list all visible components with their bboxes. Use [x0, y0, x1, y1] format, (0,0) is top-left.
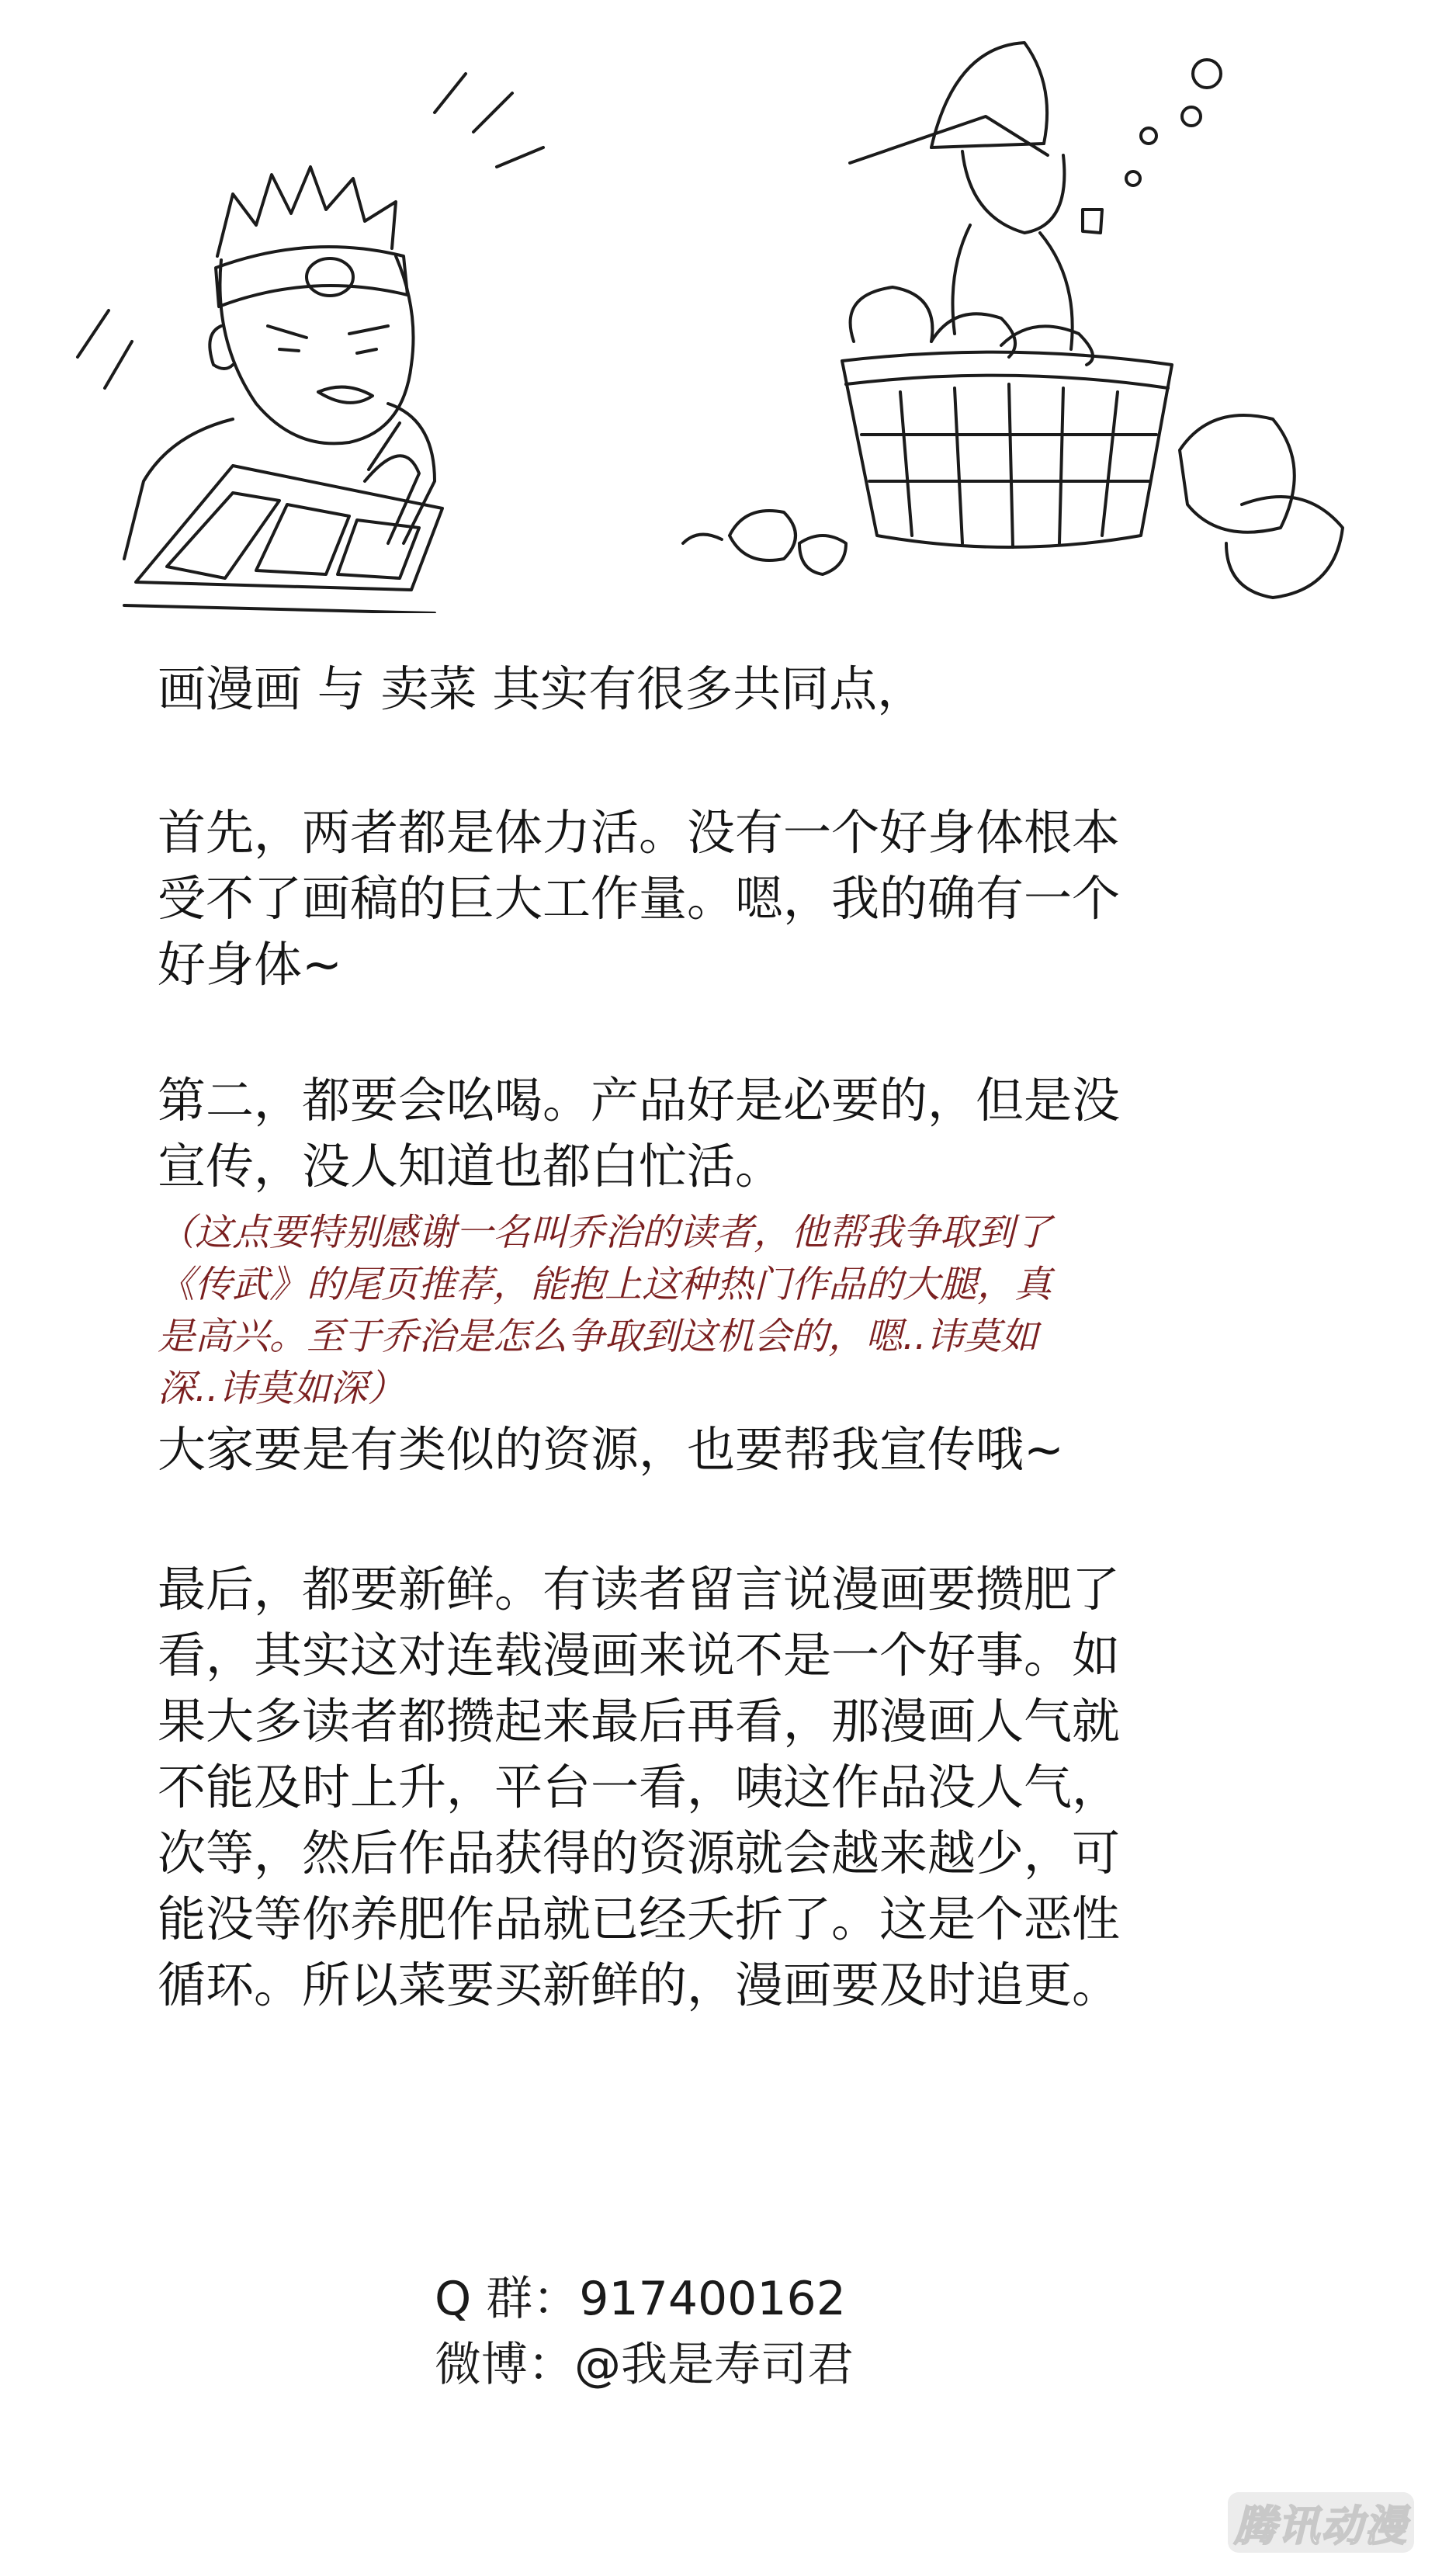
promotion-request-line: 大家要是有类似的资源，也要帮我宣传哦~ — [158, 1421, 1064, 1478]
second-point-line: 宣传，没人知道也都白忙活。 — [158, 1138, 784, 1194]
sketch-canvas — [0, 0, 1449, 613]
first-point-line: 好身体~ — [158, 936, 342, 993]
tencent-comic-watermark — [1228, 2492, 1414, 2553]
last-point-line: 最后，都要新鲜。有读者留言说漫画要攒肥了 — [158, 1561, 1121, 1617]
second-point-paragraph — [158, 1067, 1314, 1199]
last-point-line: 不能及时上升，平台一看，咦这作品没人气， — [158, 1759, 1121, 1815]
contact-info — [435, 2266, 1133, 2398]
thanks-note-line: 是高兴。至于乔治是怎么争取到这机会的，嗯..讳莫如 — [158, 1315, 1038, 1358]
vegetable-seller-sketch — [683, 43, 1343, 598]
last-point-line: 次等，然后作品获得的资源就会越来越少，可 — [158, 1825, 1121, 1881]
first-point-paragraph — [158, 799, 1314, 997]
thanks-note — [158, 1207, 1314, 1415]
qq-group-line: Q 群：917400162 — [435, 2272, 846, 2326]
last-point-paragraph — [158, 1556, 1314, 2018]
last-point-line: 能没等你养肥作品就已经夭折了。这是个恶性 — [158, 1891, 1121, 1947]
thanks-note-line: 深..讳莫如深） — [158, 1367, 405, 1410]
watermark-text: 腾讯动漫 — [1234, 2501, 1408, 2550]
promotion-request — [158, 1416, 1314, 1482]
first-point-line: 受不了画稿的巨大工作量。嗯，我的确有一个 — [158, 870, 1121, 927]
thanks-note-line: 《传武》的尾页推荐，能抱上这种热门作品的大腿，真 — [158, 1263, 1052, 1306]
first-point-line: 首先，两者都是体力活。没有一个好身体根本 — [158, 804, 1121, 861]
intro-line: 画漫画 与 卖菜 其实有很多共同点， — [158, 660, 926, 717]
intro-paragraph — [158, 656, 1314, 722]
last-point-line: 循环。所以菜要买新鲜的，漫画要及时追更。 — [158, 1957, 1121, 2013]
weibo-line: 微博：@我是寿司君 — [435, 2338, 854, 2392]
last-point-line: 看，其实这对连载漫画来说不是一个好事。如 — [158, 1627, 1121, 1683]
thanks-note-line: （这点要特别感谢一名叫乔治的读者，他帮我争取到了 — [158, 1211, 1052, 1254]
header-illustration — [0, 0, 1449, 613]
second-point-line: 第二，都要会吆喝。产品好是必要的，但是没 — [158, 1072, 1121, 1129]
boy-drawing-manga-sketch — [78, 74, 543, 613]
last-point-line: 果大多读者都攒起来最后再看，那漫画人气就 — [158, 1693, 1121, 1749]
